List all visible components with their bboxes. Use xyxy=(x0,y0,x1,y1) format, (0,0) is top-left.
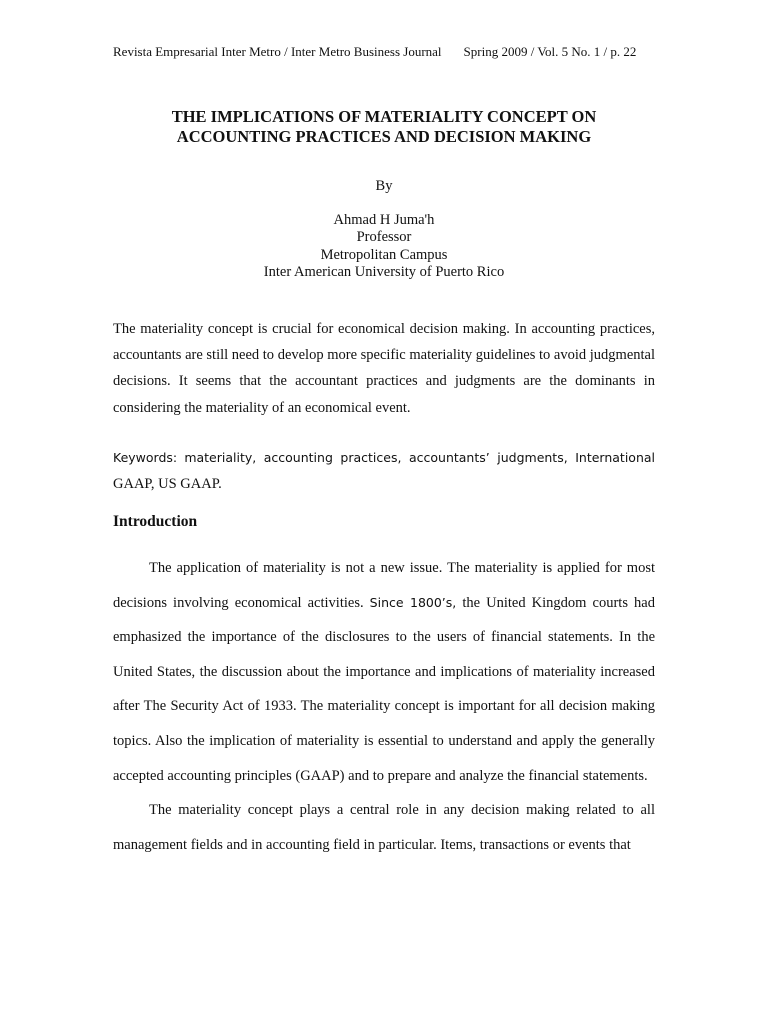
paragraph-1-part-1: The application of materiality is not a new issue. The materiality is applied for most decisions involving economical activities. xyxy=(113,560,655,611)
paragraph-1 xyxy=(113,551,655,793)
paragraph-2: The materiality concept plays a central role in any decision making related to all management fields and in accounting field in particular. Items, transactions or events that xyxy=(113,802,655,853)
paragraph-1-part-2: the United Kingdom courts had emphasized the importance of the disclosures to the users of financial statements. In the United States, the discussion about the importance and implications of materiality increased after The Security Act of 1933. The materiality concept is important for all decision making topics. Also the implication of materiality is essential to understand and apply the generally accepted accounting principles (GAAP) and to prepare and analyze the financial statements. xyxy=(113,594,655,784)
issue-info: Spring 2009 / Vol. 5 No. 1 / p. 22 xyxy=(463,44,637,59)
author-campus: Metropolitan Campus xyxy=(320,246,448,263)
paper-title xyxy=(113,107,655,147)
journal-name: Revista Empresarial Inter Metro / Inter Metro Business Journal xyxy=(113,44,442,59)
abstract: The materiality concept is crucial for economical decision making. In accounting practices, accountants are still need to develop more specific materiality guidelines to avoid judgmental decisions. It seems that the accountant practices and judgments are the dominants in considering the materiality of an economical event. xyxy=(113,321,655,416)
author-name: Ahmad H Juma'h xyxy=(333,212,435,228)
title-line-2: ACCOUNTING PRACTICES AND DECISION MAKING xyxy=(176,127,592,146)
title-line-1: THE IMPLICATIONS OF MATERIALITY CONCEPT ON xyxy=(171,107,597,126)
author-institution: Inter American University of Puerto Rico xyxy=(263,263,505,280)
paragraph-1-since: Since 1800’s, xyxy=(369,594,457,610)
section-heading-introduction: Introduction xyxy=(113,513,198,530)
author-position: Professor xyxy=(356,229,412,246)
byline: By xyxy=(375,178,393,194)
keywords-list: materiality, accounting practices, accountants’ judgments, International xyxy=(184,450,656,465)
keywords xyxy=(113,445,655,497)
running-header xyxy=(113,44,673,60)
keywords-tail: GAAP, US GAAP. xyxy=(113,476,222,492)
introduction-body xyxy=(113,551,655,862)
keywords-label: Keywords: xyxy=(113,450,178,465)
author-block xyxy=(113,212,655,281)
